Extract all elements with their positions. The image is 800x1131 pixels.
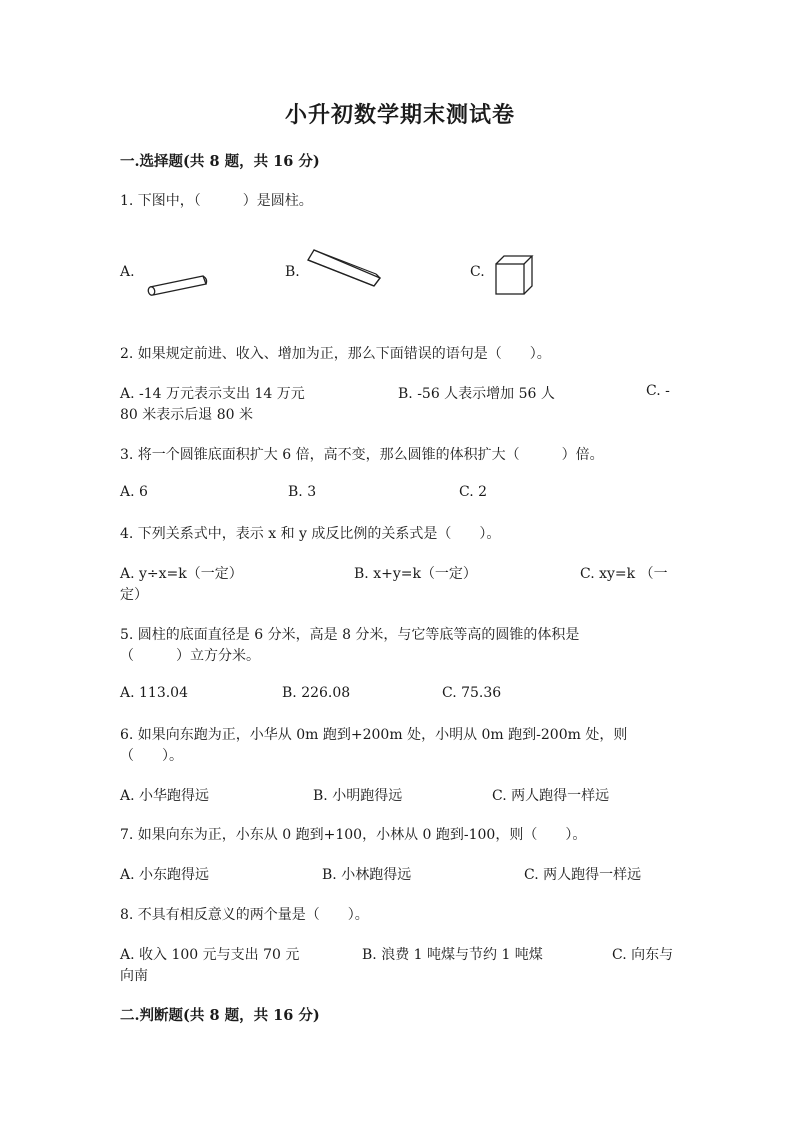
question-4-option-a: A. y÷x=k（一定） [120, 566, 243, 582]
question-4-stem: 4. 下列关系式中，表示 x 和 y 成反比例的关系式是（ ）。 [120, 526, 501, 542]
question-1-option-c: C. [470, 264, 485, 280]
triangular-prism-icon [304, 248, 384, 288]
question-6-option-c: C. 两人跑得一样远 [492, 788, 610, 804]
section-heading-judgment: 二.判断题(共 8 题，共 16 分) [120, 1007, 320, 1024]
question-6-stem: 6. 如果向东跑为正，小华从 0m 跑到+200m 处，小明从 0m 跑到-200m 处，则 [120, 727, 628, 743]
question-1-option-a: A. [120, 264, 135, 280]
question-6-stem-continued: （ ）。 [120, 748, 183, 764]
question-7-option-a: A. 小东跑得远 [120, 867, 210, 883]
question-7-option-c: C. 两人跑得一样远 [524, 867, 642, 883]
question-1-stem: 1. 下图中，（ ）是圆柱。 [120, 193, 313, 209]
question-5-option-a: A. 113.04 [120, 685, 188, 701]
question-2-stem: 2. 如果规定前进、收入、增加为正，那么下面错误的语句是（ ）。 [120, 346, 551, 362]
question-8-option-a: A. 收入 100 元与支出 70 元 [120, 947, 300, 963]
cylinder-rod-icon [144, 272, 210, 298]
question-4-option-c: C. xy=k （一 [580, 566, 668, 582]
question-2-option-b: B. -56 人表示增加 56 人 [398, 386, 555, 402]
question-2-option-c: C. - [646, 383, 670, 399]
question-8-stem: 8. 不具有相反意义的两个量是（ ）。 [120, 907, 369, 923]
question-8-option-b: B. 浪费 1 吨煤与节约 1 吨煤 [362, 947, 543, 963]
question-5-option-c: C. 75.36 [442, 685, 502, 701]
question-4-option-b: B. x+y=k（一定） [354, 566, 477, 582]
section-heading-choice: 一.选择题(共 8 题，共 16 分) [120, 153, 320, 170]
question-5-option-b: B. 226.08 [282, 685, 351, 701]
question-7-option-b: B. 小林跑得远 [322, 867, 412, 883]
question-5-stem: 5. 圆柱的底面直径是 6 分米，高是 8 分米，与它等底等高的圆锥的体积是 [120, 627, 580, 643]
question-5-stem-continued: （ ）立方分米。 [120, 648, 260, 664]
page-title: 小升初数学期末测试卷 [284, 102, 515, 128]
question-1-option-b: B. [285, 264, 300, 280]
question-8-option-c: C. 向东与 [612, 947, 674, 963]
question-6-option-b: B. 小明跑得远 [313, 788, 403, 804]
question-6-option-a: A. 小华跑得远 [120, 788, 210, 804]
cube-icon [494, 254, 534, 296]
question-2-option-a: A. -14 万元表示支出 14 万元 [120, 386, 305, 402]
question-3-option-c: C. 2 [459, 484, 488, 500]
question-8-option-c-continued: 向南 [120, 968, 148, 984]
question-4-option-c-continued: 定） [120, 587, 148, 603]
question-2-option-c-continued: 80 米表示后退 80 米 [120, 407, 253, 423]
question-7-stem: 7. 如果向东为正，小东从 0 跑到+100，小林从 0 跑到-100，则（ ）。 [120, 827, 587, 843]
question-3-option-a: A. 6 [120, 484, 148, 500]
question-3-option-b: B. 3 [288, 484, 317, 500]
question-3-stem: 3. 将一个圆锥底面积扩大 6 倍，高不变，那么圆锥的体积扩大（ ）倍。 [120, 447, 604, 463]
